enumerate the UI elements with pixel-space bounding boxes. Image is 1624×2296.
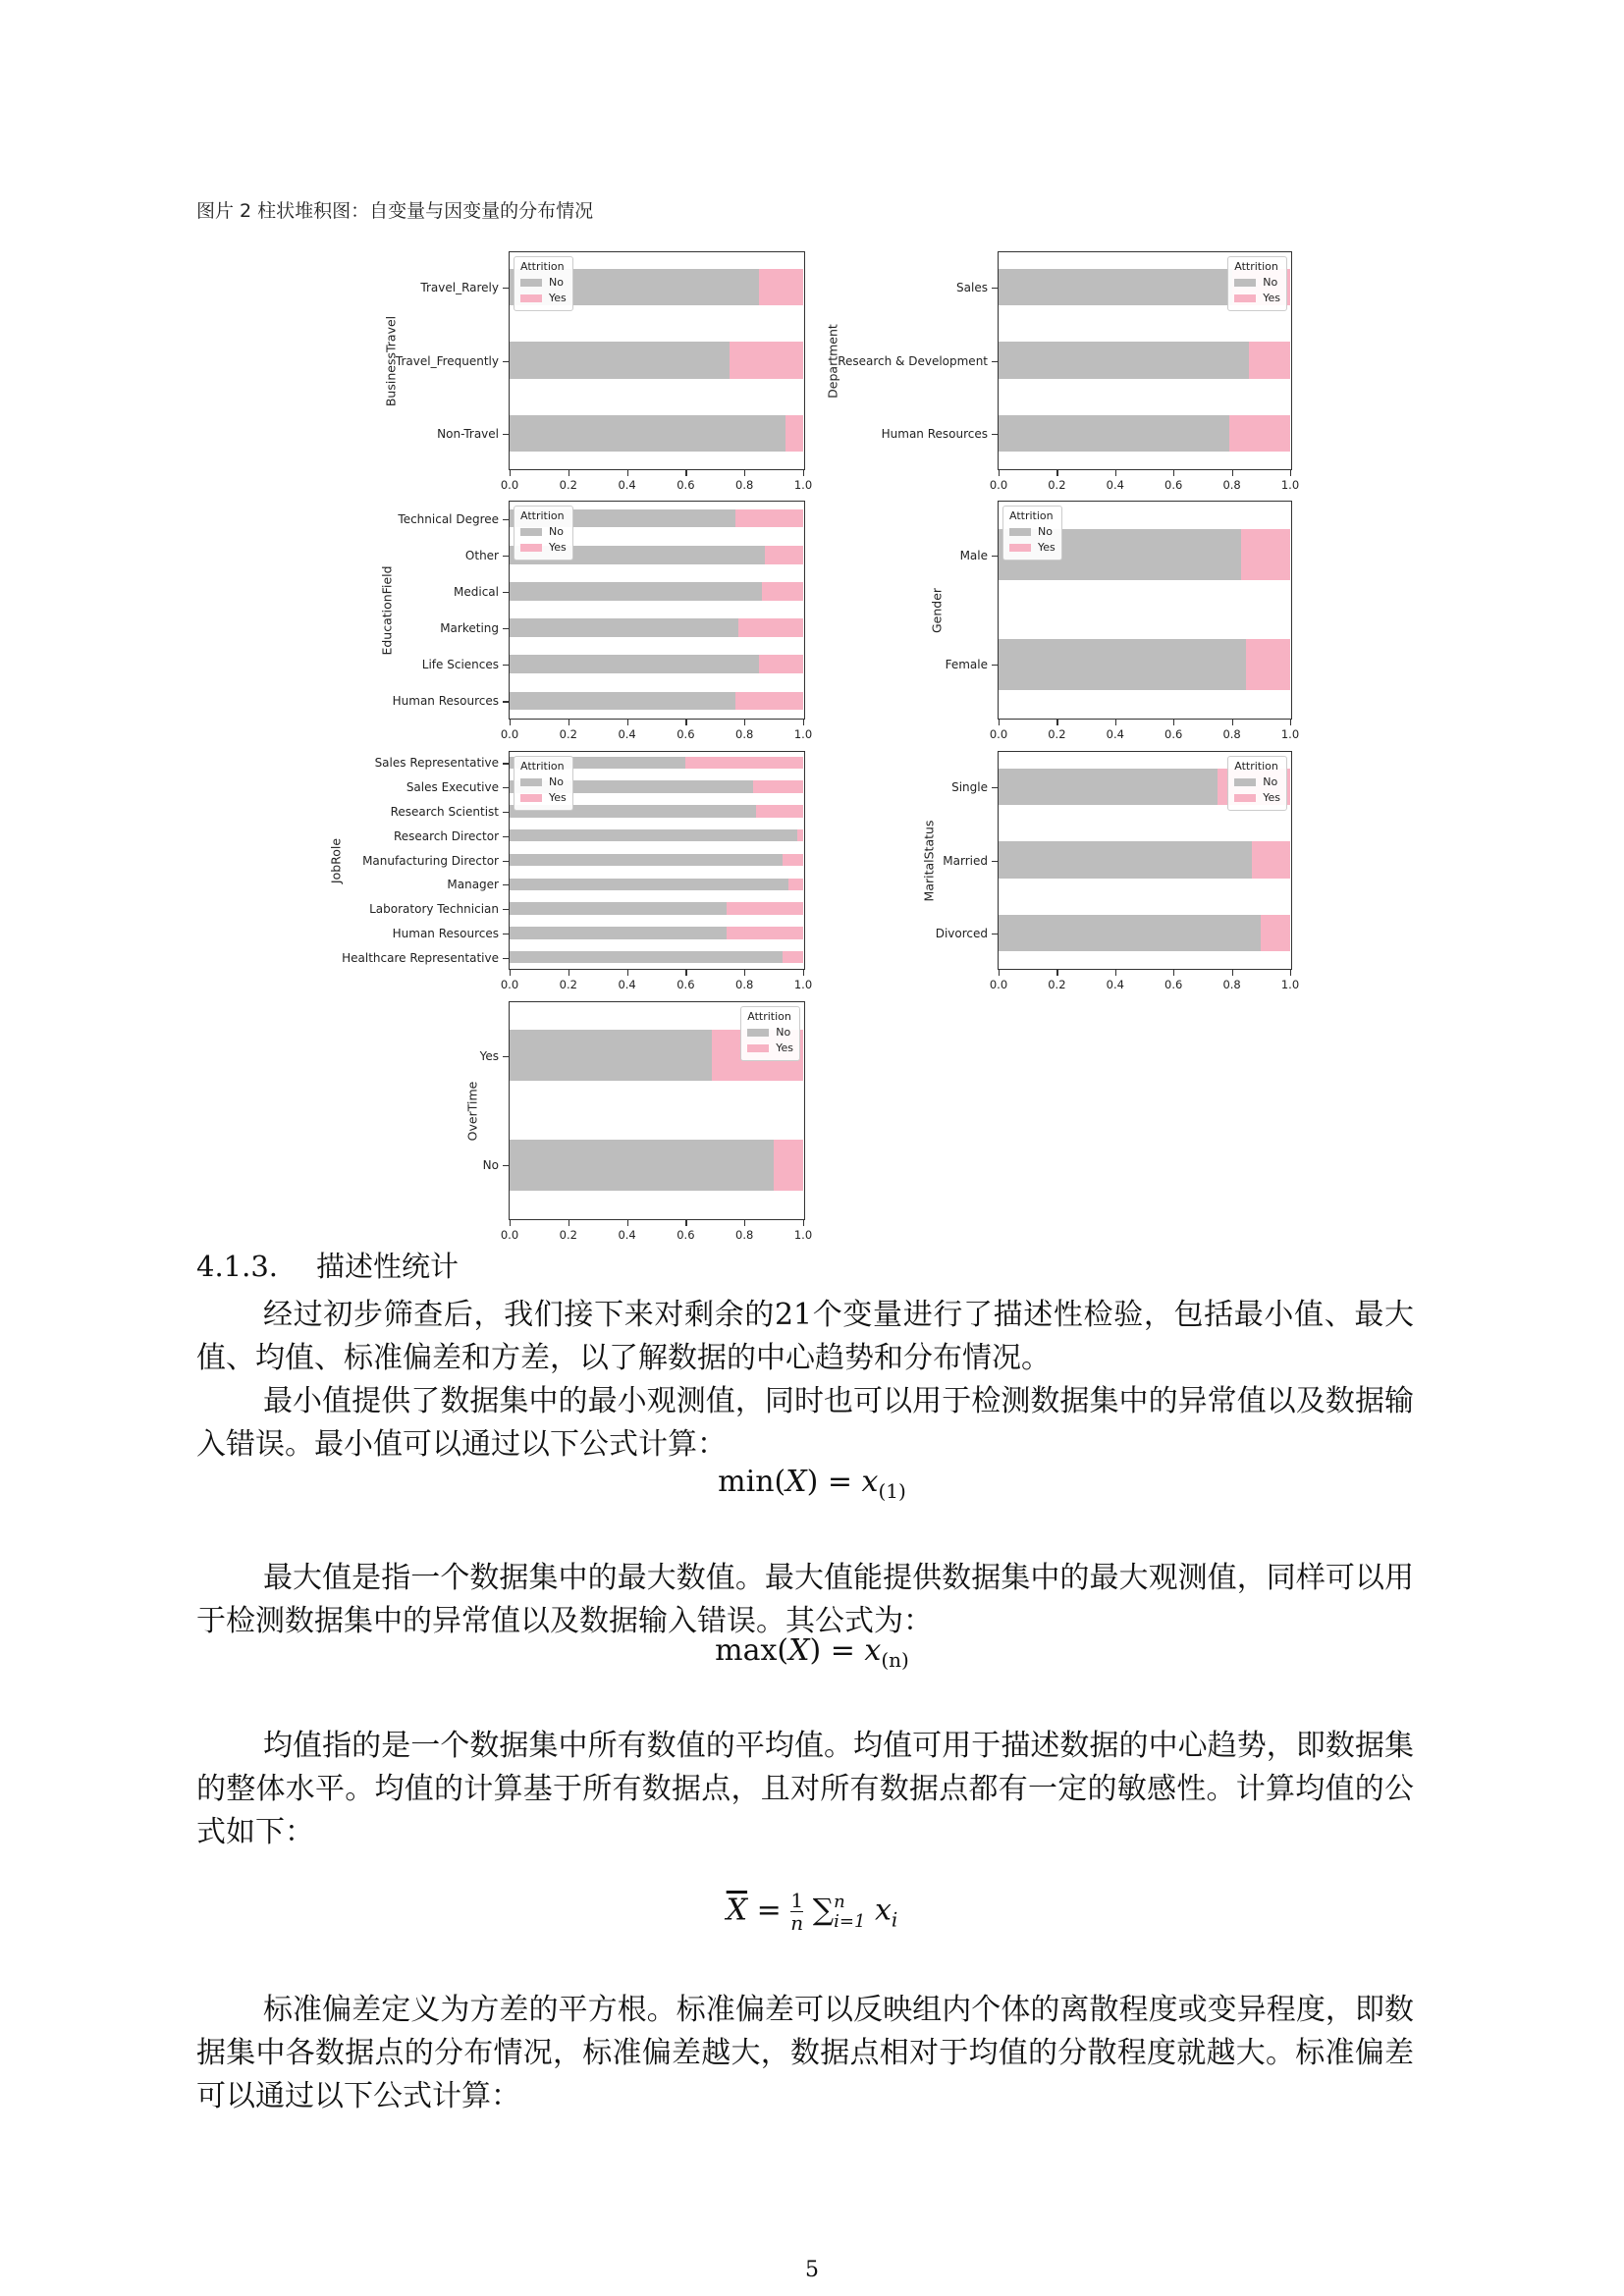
x-tick bbox=[999, 970, 1000, 976]
x-tick bbox=[1115, 470, 1116, 476]
bar-yes bbox=[1249, 342, 1290, 378]
category-label: No bbox=[482, 1158, 499, 1173]
x-tick-label: 0.8 bbox=[1222, 978, 1241, 991]
y-tick bbox=[503, 763, 509, 764]
plot-area bbox=[509, 1001, 805, 1220]
x-tick-label: 0.6 bbox=[1164, 978, 1183, 991]
x-tick-label: 0.6 bbox=[677, 727, 695, 741]
x-tick bbox=[685, 1220, 686, 1226]
legend bbox=[514, 756, 573, 811]
y-tick bbox=[503, 1056, 509, 1057]
category-label: Laboratory Technician bbox=[369, 902, 499, 917]
category-label: Divorced bbox=[935, 926, 988, 940]
legend bbox=[1227, 756, 1287, 811]
legend-item-no bbox=[1009, 524, 1056, 540]
y-tick bbox=[992, 556, 998, 557]
legend-item-no bbox=[520, 524, 567, 540]
bar-no bbox=[999, 769, 1218, 805]
category-label: Travel_Rarely bbox=[420, 281, 499, 295]
x-tick bbox=[1056, 470, 1057, 476]
bar-yes bbox=[727, 902, 803, 914]
legend-swatch-yes bbox=[520, 544, 542, 552]
category-label: Human Resources bbox=[392, 926, 499, 940]
x-tick-label: 1.0 bbox=[793, 727, 813, 741]
x-tick-label: 0.2 bbox=[559, 978, 577, 991]
legend-swatch-yes bbox=[520, 294, 542, 302]
x-tick bbox=[685, 720, 686, 725]
y-tick bbox=[503, 812, 509, 813]
y-tick bbox=[503, 556, 509, 557]
bar-yes bbox=[727, 927, 803, 938]
legend-label-yes: Yes bbox=[549, 541, 567, 554]
legend-label-yes: Yes bbox=[1263, 292, 1280, 304]
x-tick bbox=[744, 970, 745, 976]
x-tick bbox=[803, 720, 804, 725]
category-label: Non-Travel bbox=[437, 426, 499, 441]
category-label: Other bbox=[464, 548, 499, 562]
y-tick bbox=[992, 665, 998, 666]
x-tick bbox=[510, 470, 511, 476]
legend bbox=[740, 1006, 800, 1061]
x-tick-label: 0.0 bbox=[500, 978, 519, 991]
section-heading bbox=[196, 1245, 459, 1285]
bar-yes bbox=[1246, 639, 1290, 690]
bar-yes bbox=[765, 546, 803, 564]
x-tick-label: 0.0 bbox=[500, 478, 519, 492]
x-tick-label: 0.6 bbox=[677, 978, 695, 991]
x-tick-label: 0.0 bbox=[989, 478, 1008, 492]
x-tick-label: 1.0 bbox=[793, 478, 813, 492]
category-label: Single bbox=[951, 780, 988, 795]
x-tick bbox=[510, 720, 511, 725]
x-tick-label: 0.6 bbox=[1164, 478, 1183, 492]
category-label: Research & Development bbox=[838, 353, 988, 368]
section-number: 4.1.3. bbox=[196, 1250, 279, 1283]
plot-area bbox=[998, 501, 1292, 720]
bar-no bbox=[510, 951, 783, 963]
legend-label-no: No bbox=[776, 1026, 791, 1039]
x-tick bbox=[685, 470, 686, 476]
x-tick bbox=[627, 1220, 628, 1226]
x-tick bbox=[1232, 720, 1233, 725]
legend-item-no bbox=[1234, 275, 1280, 291]
bar-no bbox=[999, 269, 1232, 305]
bar-yes bbox=[685, 757, 803, 769]
legend-label-yes: Yes bbox=[776, 1041, 793, 1054]
y-tick bbox=[503, 836, 509, 837]
bar-yes bbox=[785, 415, 803, 452]
x-tick bbox=[1290, 970, 1291, 976]
y-tick bbox=[503, 628, 509, 629]
legend-item-no bbox=[1234, 774, 1280, 790]
x-tick bbox=[568, 720, 569, 725]
x-tick-label: 0.6 bbox=[1164, 727, 1183, 741]
legend-label-yes: Yes bbox=[549, 292, 567, 304]
y-axis-label: BusinessTravel bbox=[383, 315, 399, 406]
x-tick bbox=[803, 1220, 804, 1226]
legend-title: Attrition bbox=[520, 260, 565, 273]
category-label: Sales Executive bbox=[406, 780, 499, 795]
y-tick bbox=[992, 787, 998, 788]
x-tick-label: 1.0 bbox=[1280, 727, 1300, 741]
x-tick bbox=[1173, 970, 1174, 976]
x-tick-label: 0.4 bbox=[1106, 727, 1124, 741]
x-tick-label: 0.0 bbox=[500, 727, 519, 741]
x-tick bbox=[1290, 470, 1291, 476]
x-tick bbox=[568, 470, 569, 476]
bar-yes bbox=[759, 269, 803, 305]
category-label: Manager bbox=[447, 878, 499, 892]
bar-yes bbox=[762, 582, 803, 601]
x-tick-label: 0.2 bbox=[1048, 978, 1066, 991]
paragraph-std: 标准偏差定义为方差的平方根。标准偏差可以反映组内个体的离散程度或变异程度，即数据集中各数据点的分布情况，标准偏差越大，数据点相对于均值的分散程度就越大。标准偏差可以通过以下公式计算： bbox=[196, 1993, 1414, 2113]
legend-title: Attrition bbox=[747, 1010, 791, 1023]
y-tick bbox=[503, 861, 509, 862]
legend-swatch-no bbox=[520, 778, 542, 786]
x-tick bbox=[744, 1220, 745, 1226]
paragraph-mean: 均值指的是一个数据集中所有数值的平均值。均值可用于描述数据的中心趋势，即数据集的整体水平。均值的计算基于所有数据点，且对所有数据点都有一定的敏感性。计算均值的公式如下： bbox=[196, 1729, 1414, 1849]
x-tick bbox=[744, 470, 745, 476]
y-tick bbox=[503, 288, 509, 289]
legend-label-no: No bbox=[549, 276, 564, 289]
x-tick bbox=[1173, 470, 1174, 476]
legend-swatch-yes bbox=[1009, 544, 1031, 552]
x-tick bbox=[627, 720, 628, 725]
y-axis-label: OverTime bbox=[464, 1081, 480, 1141]
x-tick-label: 0.2 bbox=[559, 1228, 577, 1242]
legend-swatch-no bbox=[747, 1029, 769, 1037]
x-tick bbox=[685, 970, 686, 976]
category-label: Human Resources bbox=[392, 694, 499, 709]
legend bbox=[1002, 506, 1062, 561]
legend-item-no bbox=[520, 774, 567, 790]
bar-yes bbox=[774, 1140, 803, 1191]
x-tick bbox=[1290, 720, 1291, 725]
legend-title: Attrition bbox=[1234, 760, 1278, 773]
x-tick-label: 0.8 bbox=[735, 1228, 754, 1242]
x-tick-label: 1.0 bbox=[793, 1228, 813, 1242]
x-tick bbox=[510, 1220, 511, 1226]
legend-swatch-no bbox=[1009, 528, 1031, 536]
bar-no bbox=[999, 342, 1249, 378]
y-tick bbox=[503, 434, 509, 435]
bar-no bbox=[510, 1140, 774, 1191]
x-tick-label: 0.8 bbox=[1222, 727, 1241, 741]
legend-swatch-no bbox=[1234, 279, 1256, 287]
bar-no bbox=[999, 639, 1246, 690]
category-label: Manufacturing Director bbox=[362, 853, 499, 868]
bar-no bbox=[510, 655, 759, 673]
bar-yes bbox=[1241, 529, 1290, 580]
bar-yes bbox=[735, 692, 803, 711]
y-axis-label: JobRole bbox=[328, 837, 344, 883]
bar-no bbox=[999, 915, 1261, 951]
x-tick bbox=[568, 970, 569, 976]
category-label: Yes bbox=[479, 1048, 499, 1063]
legend-label-yes: Yes bbox=[1038, 541, 1056, 554]
bar-yes bbox=[738, 618, 803, 637]
x-tick-label: 0.0 bbox=[989, 727, 1008, 741]
x-tick-label: 0.2 bbox=[559, 478, 577, 492]
legend-item-yes bbox=[520, 790, 567, 806]
category-label: Sales bbox=[956, 281, 988, 295]
plot-area bbox=[998, 751, 1292, 970]
y-tick bbox=[503, 665, 509, 666]
bar-no bbox=[510, 415, 785, 452]
paragraph-min: 最小值提供了数据集中的最小观测值，同时也可以用于检测数据集中的异常值以及数据输入错误。最小值可以通过以下公式计算： bbox=[196, 1384, 1414, 1462]
legend-label-no: No bbox=[549, 525, 564, 538]
x-tick bbox=[1232, 470, 1233, 476]
y-tick bbox=[503, 592, 509, 593]
legend-item-no bbox=[747, 1025, 793, 1041]
y-tick bbox=[503, 787, 509, 788]
category-label: Married bbox=[943, 853, 988, 868]
legend-swatch-yes bbox=[520, 794, 542, 802]
paragraph-intro: 经过初步筛查后，我们接下来对剩余的21个变量进行了描述性检验，包括最小值、最大值、均值、标准偏差和方差，以了解数据的中心趋势和分布情况。 bbox=[196, 1298, 1414, 1375]
y-axis-label: Gender bbox=[929, 587, 945, 633]
legend-swatch-no bbox=[1234, 778, 1256, 786]
y-tick bbox=[503, 701, 509, 702]
x-tick bbox=[1056, 720, 1057, 725]
bar-no bbox=[999, 415, 1229, 452]
y-tick bbox=[503, 884, 509, 885]
bar-no bbox=[510, 1030, 712, 1081]
legend-label-no: No bbox=[1263, 276, 1278, 289]
bar-no bbox=[510, 927, 727, 938]
bar-yes bbox=[797, 829, 803, 841]
x-tick-label: 0.8 bbox=[735, 978, 754, 991]
bar-no bbox=[510, 879, 788, 890]
category-label: Research Scientist bbox=[390, 804, 499, 819]
x-tick bbox=[627, 470, 628, 476]
x-tick-label: 0.6 bbox=[677, 1228, 695, 1242]
x-tick-label: 0.8 bbox=[1222, 478, 1241, 492]
category-label: Male bbox=[959, 548, 988, 562]
x-tick-label: 0.2 bbox=[1048, 727, 1066, 741]
category-label: Medical bbox=[454, 584, 499, 599]
category-label: Human Resources bbox=[881, 426, 988, 441]
legend-item-yes bbox=[1234, 790, 1280, 806]
category-label: Marketing bbox=[440, 621, 499, 636]
bar-no bbox=[510, 854, 783, 866]
legend-item-yes bbox=[520, 540, 567, 556]
x-tick-label: 0.6 bbox=[677, 478, 695, 492]
y-tick bbox=[992, 434, 998, 435]
x-tick-label: 0.4 bbox=[1106, 978, 1124, 991]
plot-area bbox=[509, 501, 805, 720]
x-tick-label: 0.4 bbox=[618, 727, 636, 741]
category-label: Female bbox=[945, 658, 988, 672]
x-tick-label: 1.0 bbox=[1280, 478, 1300, 492]
y-tick bbox=[503, 1165, 509, 1166]
x-tick bbox=[1115, 970, 1116, 976]
x-tick bbox=[999, 470, 1000, 476]
y-tick bbox=[503, 958, 509, 959]
formula-max: $\max(X) = x_{(n)}$ bbox=[715, 1633, 909, 1672]
bar-yes bbox=[788, 879, 803, 890]
legend-swatch-yes bbox=[1234, 794, 1256, 802]
bar-yes bbox=[730, 342, 803, 378]
legend-item-yes bbox=[747, 1041, 793, 1056]
x-tick-label: 0.0 bbox=[500, 1228, 519, 1242]
x-tick-label: 0.4 bbox=[618, 478, 636, 492]
bar-yes bbox=[1229, 415, 1290, 452]
category-label: Research Director bbox=[393, 828, 499, 843]
x-tick-label: 0.8 bbox=[735, 478, 754, 492]
bar-no bbox=[510, 618, 738, 637]
x-tick bbox=[568, 1220, 569, 1226]
legend-item-yes bbox=[1234, 291, 1280, 306]
legend-item-no bbox=[520, 275, 567, 291]
legend-item-yes bbox=[520, 291, 567, 306]
formula-min: $\min(X) = x_{(1)}$ bbox=[718, 1465, 906, 1503]
x-tick-label: 0.2 bbox=[559, 727, 577, 741]
y-tick bbox=[503, 519, 509, 520]
legend-item-yes bbox=[1009, 540, 1056, 556]
formula-mean: $\overline{X}$ = $\frac{1}{n}$ ∑ n i=1 $x_i$ bbox=[726, 1889, 898, 1935]
x-tick bbox=[999, 720, 1000, 725]
bar-yes bbox=[756, 805, 803, 817]
bar-yes bbox=[1252, 841, 1290, 878]
x-tick-label: 1.0 bbox=[793, 978, 813, 991]
legend-title: Attrition bbox=[520, 509, 565, 522]
page-number: 5 bbox=[805, 2258, 819, 2282]
paragraph-max: 最大值是指一个数据集中的最大数值。最大值能提供数据集中的最大观测值，同样可以用于检测数据集中的异常值以及数据输入错误。其公式为： bbox=[196, 1561, 1414, 1638]
figure-caption: 图片 2 柱状堆积图：自变量与因变量的分布情况 bbox=[196, 200, 594, 222]
x-tick-label: 1.0 bbox=[1280, 978, 1300, 991]
x-tick-label: 0.0 bbox=[989, 978, 1008, 991]
legend-label-no: No bbox=[1038, 525, 1053, 538]
legend-label-no: No bbox=[549, 775, 564, 788]
x-tick-label: 0.2 bbox=[1048, 478, 1066, 492]
legend bbox=[514, 256, 573, 311]
x-tick bbox=[1173, 720, 1174, 725]
y-axis-label: Department bbox=[825, 323, 840, 399]
bar-yes bbox=[783, 854, 803, 866]
legend-label-yes: Yes bbox=[1263, 791, 1280, 804]
x-tick-label: 0.8 bbox=[735, 727, 754, 741]
category-label: Life Sciences bbox=[421, 658, 499, 672]
bar-yes bbox=[753, 780, 803, 792]
legend-label-yes: Yes bbox=[549, 791, 567, 804]
bar-no bbox=[510, 692, 735, 711]
category-label: Sales Representative bbox=[374, 756, 499, 771]
y-tick bbox=[992, 288, 998, 289]
legend-title: Attrition bbox=[1009, 509, 1054, 522]
legend-swatch-no bbox=[520, 279, 542, 287]
y-tick bbox=[503, 909, 509, 910]
bar-no bbox=[510, 902, 727, 914]
x-tick bbox=[1115, 720, 1116, 725]
x-tick bbox=[803, 970, 804, 976]
y-tick bbox=[992, 361, 998, 362]
x-tick bbox=[803, 470, 804, 476]
x-tick bbox=[1232, 970, 1233, 976]
category-label: Healthcare Representative bbox=[342, 950, 499, 965]
bar-no bbox=[510, 829, 797, 841]
y-axis-label: EducationField bbox=[379, 564, 395, 656]
plot-area bbox=[998, 251, 1292, 470]
bar-yes bbox=[735, 509, 803, 528]
bar-yes bbox=[783, 951, 803, 963]
bar-no bbox=[510, 582, 762, 601]
category-label: Technical Degree bbox=[398, 511, 499, 526]
plot-area bbox=[509, 251, 805, 470]
bar-no bbox=[510, 342, 730, 378]
y-tick bbox=[503, 361, 509, 362]
x-tick-label: 0.4 bbox=[1106, 478, 1124, 492]
legend-label-no: No bbox=[1263, 775, 1278, 788]
bar-yes bbox=[759, 655, 803, 673]
legend-swatch-yes bbox=[1234, 294, 1256, 302]
legend-title: Attrition bbox=[1234, 260, 1278, 273]
section-title: 描述性统计 bbox=[316, 1250, 460, 1283]
x-tick bbox=[627, 970, 628, 976]
x-tick-label: 0.4 bbox=[618, 1228, 636, 1242]
legend-title: Attrition bbox=[520, 760, 565, 773]
legend-swatch-yes bbox=[747, 1044, 769, 1052]
legend-swatch-no bbox=[520, 528, 542, 536]
y-tick bbox=[992, 861, 998, 862]
legend bbox=[1227, 256, 1287, 311]
x-tick bbox=[510, 970, 511, 976]
legend bbox=[514, 506, 573, 561]
bar-yes bbox=[1261, 915, 1290, 951]
x-tick-label: 0.4 bbox=[618, 978, 636, 991]
category-label: Travel_Frequently bbox=[395, 353, 499, 368]
y-axis-label: MaritalStatus bbox=[921, 820, 937, 901]
bar-no bbox=[999, 841, 1252, 878]
plot-area bbox=[509, 751, 805, 970]
x-tick bbox=[1056, 970, 1057, 976]
x-tick bbox=[744, 720, 745, 725]
